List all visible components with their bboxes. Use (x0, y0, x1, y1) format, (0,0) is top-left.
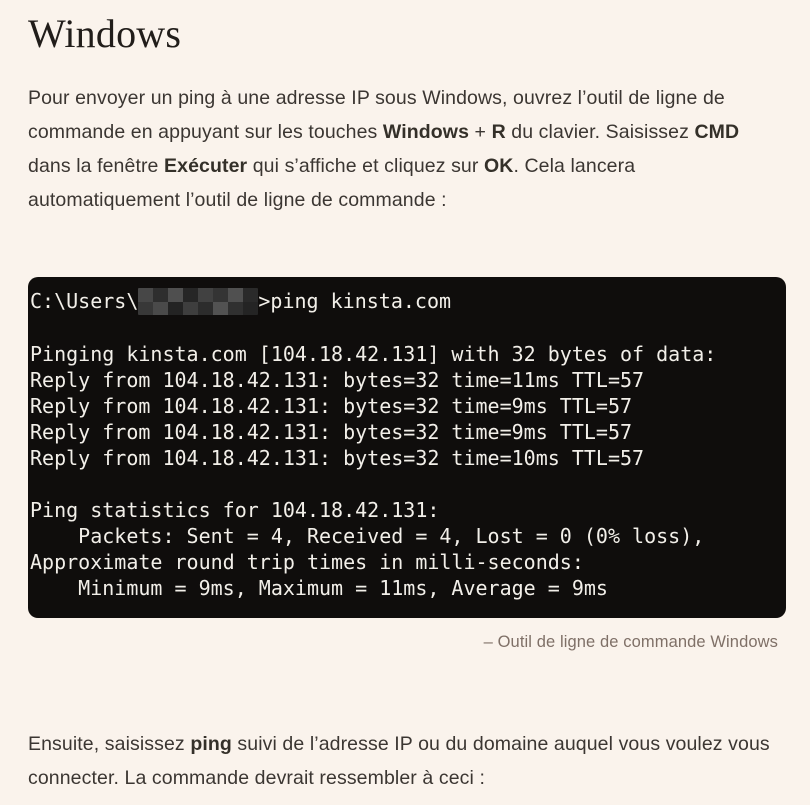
page-title: Windows (28, 11, 182, 56)
bold-keyword: CMD (694, 120, 740, 143)
text-run: . Cela lancera automatiquement l’outil de ligne de commande : (28, 154, 636, 211)
terminal-figure (28, 277, 786, 653)
terminal-line (30, 315, 778, 341)
terminal-line (30, 471, 778, 497)
terminal-line: Packets: Sent = 4, Received = 4, Lost = 0 (0% loss), (30, 523, 705, 548)
outro-paragraph (28, 727, 776, 795)
text-run: Pour envoyer un ping à une adresse IP sous Windows, ouvrez l’outil de ligne de commande en appuyant sur les touches (28, 86, 725, 143)
terminal-window (28, 277, 786, 618)
terminal-line: Reply from 104.18.42.131: bytes=32 time=11ms TTL=57 (30, 367, 645, 392)
bold-keyword: OK (483, 154, 514, 177)
bold-keyword: ping (190, 732, 232, 755)
bold-keyword: Windows (382, 120, 470, 143)
terminal-line: Ping statistics for 104.18.42.131: (30, 497, 440, 522)
text-run: dans la fenêtre (28, 154, 165, 177)
text-run: Ensuite, saisissez (28, 732, 191, 755)
intro-paragraph (28, 81, 776, 217)
terminal-line (30, 288, 778, 315)
text-run: suivi de l’adresse IP ou du domaine auquel vous voulez vous connecter. La commande devrait ressembler à ceci : (28, 732, 770, 789)
terminal-line: Reply from 104.18.42.131: bytes=32 time=9ms TTL=57 (30, 419, 633, 444)
terminal-output (30, 288, 778, 601)
bold-keyword: R (491, 120, 506, 143)
prompt-command: >ping kinsta.com (258, 288, 452, 313)
terminal-line: Reply from 104.18.42.131: bytes=32 time=10ms TTL=57 (30, 445, 645, 470)
pixelation-mosaic (138, 288, 153, 302)
redacted-username (138, 288, 258, 315)
bold-keyword: Exécuter (164, 154, 248, 177)
terminal-line: Approximate round trip times in milli-seconds: (30, 549, 584, 574)
terminal-caption: – Outil de ligne de commande Windows (483, 632, 778, 651)
text-run: qui s’affiche et cliquez sur (247, 154, 484, 177)
terminal-line: Pinging kinsta.com [104.18.42.131] with 32 bytes of data: (30, 341, 717, 366)
terminal-line: Minimum = 9ms, Maximum = 11ms, Average = 9ms (30, 575, 608, 600)
prompt-path: C:\Users\ (30, 288, 139, 313)
terminal-line: Reply from 104.18.42.131: bytes=32 time=9ms TTL=57 (30, 393, 633, 418)
text-run: + (469, 120, 492, 143)
text-run: du clavier. Saisissez (505, 120, 695, 143)
